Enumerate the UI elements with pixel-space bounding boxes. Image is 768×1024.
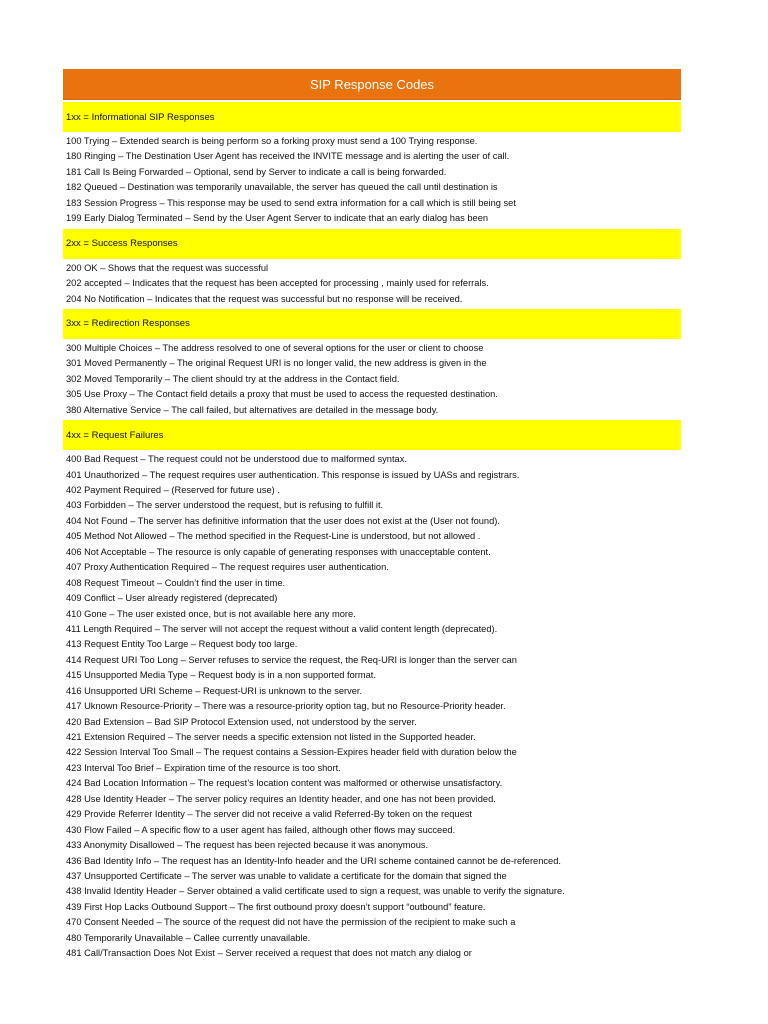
response-code-row: 402 Payment Required – (Reserved for future use) . (66, 485, 280, 495)
sheet-title: SIP Response Codes (63, 69, 681, 100)
response-code-row: 300 Multiple Choices – The address resolved to one of several options for the user or client to choose (66, 342, 484, 353)
response-code-row: 404 Not Found – The server has definitive information that the user does not exist at the (User not found). (66, 515, 500, 526)
response-code-row: 302 Moved Temporarily – The client should try at the address in the Contact field. (66, 373, 400, 384)
response-code-row: 470 Consent Needed – The source of the request did not have the permission of the recipient to make such a (66, 917, 516, 928)
response-code-row: 181 Call Is Being Forwarded – Optional, send by Server to indicate a call is being forwarded. (66, 166, 447, 177)
response-code-row: 430 Flow Failed – A specific flow to a user agent has failed, although other flows may succeed. (66, 824, 456, 835)
response-code-row: 439 First Hop Lacks Outbound Support – The first outbound proxy doesn’t support “outbound” feature. (66, 901, 486, 912)
response-code-row: 180 Ringing – The Destination User Agent has received the INVITE message and is alerting the user of call. (66, 151, 510, 162)
response-code-row: 411 Length Required – The server will not accept the request without a valid content length (deprecated). (66, 623, 498, 634)
response-code-row: 301 Moved Permanently – The original Request URI is no longer valid, the new address is given in the (66, 358, 487, 369)
response-code-row: 202 accepted – Indicates that the request has been accepted for processing , mainly used for referrals. (66, 278, 489, 289)
section-header: 4xx = Request Failures (63, 420, 681, 450)
response-code-row: 409 Conflict – User already registered (deprecated) (66, 593, 278, 604)
response-code-row: 421 Extension Required – The server needs a specific extension not listed in the Supported header. (66, 732, 476, 742)
response-code-row: 438 Invalid Identity Header – Server obtained a valid certificate used to sign a request, was unable to verify the signature. (66, 886, 565, 897)
response-code-row: 199 Early Dialog Terminated – Send by the User Agent Server to indicate that an early dialog has been (66, 213, 489, 224)
sections-container (63, 102, 681, 962)
response-code-row: 406 Not Acceptable – The resource is only capable of generating responses with unacceptable content. (66, 546, 491, 557)
response-code-row: 405 Method Not Allowed – The method specified in the Request-Line is understood, but not allowed . (66, 531, 481, 542)
response-code-row: 183 Session Progress – This response may be used to send extra information for a call which is still being set (66, 197, 516, 208)
response-code-row: 417 Uknown Resource-Priority – There was a resource-priority option tag, but no Resource-Priority header. (66, 701, 506, 712)
response-code-row: 380 Alternative Service – The call failed, but alternatives are detailed in the message body. (66, 404, 439, 415)
response-code-row: 422 Session Interval Too Small – The request contains a Session-Expires header field with duration below the (66, 747, 517, 758)
response-code-row: 401 Unauthorized – The request requires user authentication. This response is issued by UASs and registrars. (66, 469, 520, 480)
response-code-row: 437 Unsupported Certificate – The server was unable to validate a certificate for the domain that signed the (66, 870, 507, 881)
response-code-row: 400 Bad Request – The request could not be understood due to malformed syntax. (66, 454, 407, 465)
response-code-row: 424 Bad Location Information – The request’s location content was malformed or otherwise unsatisfactory. (66, 778, 503, 789)
response-code-row: 423 Interval Too Brief – Expiration time of the resource is too short. (66, 762, 341, 773)
response-code-row: 415 Unsupported Media Type – Request body is in a non supported format. (66, 670, 376, 681)
section-header: 2xx = Success Responses (63, 229, 681, 259)
response-code-row: 429 Provide Referrer Identity – The server did not receive a valid Referred-By token on the request (66, 809, 473, 820)
response-code-row: 481 Call/Transaction Does Not Exist – Server received a request that does not match any dialog or (66, 948, 472, 959)
response-code-row: 436 Bad Identity Info – The request has an Identity-Info header and the URI scheme contained cannot be de-referenced. (66, 855, 561, 866)
response-code-row: 182 Queued – Destination was temporarily unavailable, the server has queued the call until destination is (66, 182, 498, 193)
response-code-sheet (63, 69, 681, 962)
response-code-row: 433 Anonymity Disallowed – The request has been rejected because it was anonymous. (66, 840, 429, 851)
section-header: 3xx = Redirection Responses (63, 309, 681, 339)
response-code-row: 407 Proxy Authentication Required – The request requires user authentication. (66, 562, 389, 573)
response-code-row: 420 Bad Extension – Bad SIP Protocol Extension used, not understood by the server. (66, 716, 417, 727)
response-code-row: 200 OK – Shows that the request was successful (66, 262, 269, 273)
response-code-row: 408 Request Timeout – Couldn’t find the user in time. (66, 577, 286, 588)
response-code-row: 480 Temporarily Unavailable – Callee currently unavailable. (66, 932, 311, 943)
response-code-row: 204 No Notification – Indicates that the request was successful but no response will be received. (66, 293, 463, 304)
response-code-row: 413 Request Entity Too Large – Request body too large. (66, 639, 298, 650)
response-code-row: 403 Forbidden – The server understood the request, but is refusing to fulfill it. (66, 500, 384, 511)
response-code-row: 414 Request URI Too Long – Server refuses to service the request, the Req-URI is longer than the server can (66, 654, 517, 665)
response-code-row: 100 Trying – Extended search is being perform so a forking proxy must send a 100 Trying response. (66, 136, 478, 146)
response-code-row: 428 Use Identity Header – The server policy requires an Identity header, and one has not been provided. (66, 793, 496, 804)
section-header: 1xx = Informational SIP Responses (63, 102, 681, 132)
response-code-row: 416 Unsupported URI Scheme – Request-URI is unknown to the server. (66, 685, 363, 696)
response-code-row: 305 Use Proxy – The Contact field details a proxy that must be used to access the requested destination. (66, 389, 498, 400)
response-code-row: 410 Gone – The user existed once, but is not available here any more. (66, 608, 356, 619)
